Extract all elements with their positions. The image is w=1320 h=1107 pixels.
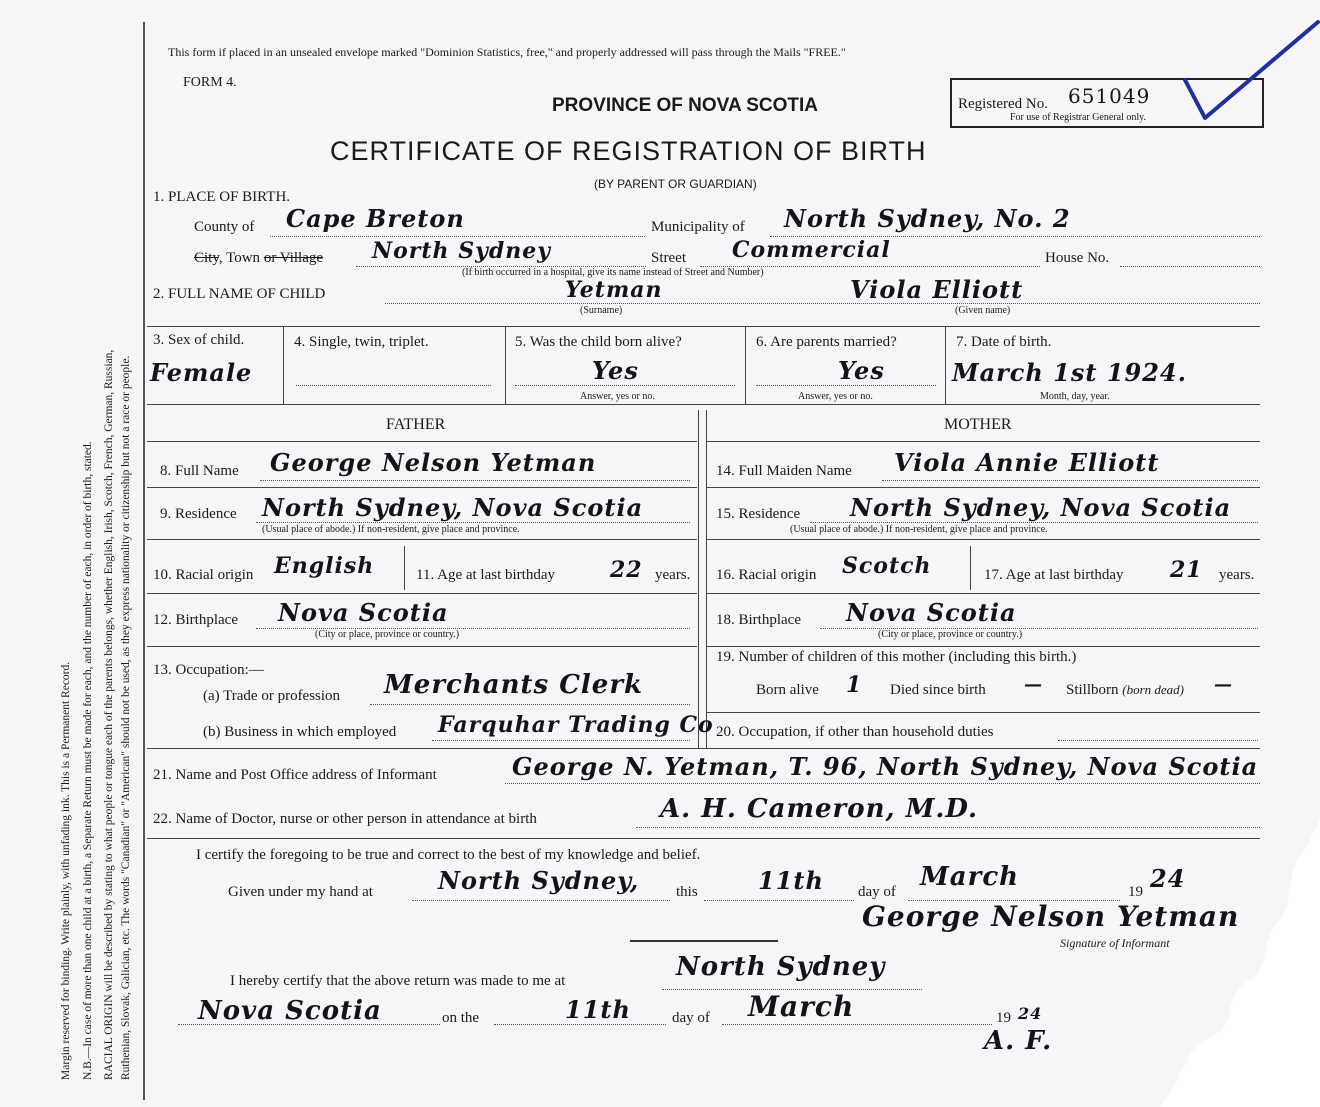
hospital-note: (If birth occurred in a hospital, give its name instead of Street and Number) [462, 267, 764, 278]
certify-day-value: 11th [758, 866, 824, 895]
province-title: PROVINCE OF NOVA SCOTIA [552, 95, 819, 116]
business-label: (b) Business in which employed [203, 724, 397, 740]
certify-year-value: 24 [1150, 864, 1186, 893]
father-residence-caption: (Usual place of abode.) If non-resident, give place and province. [262, 524, 520, 535]
mother-residence-value: North Sydney, Nova Scotia [850, 493, 1232, 522]
mother-heading: MOTHER [944, 416, 1012, 433]
city-label-struck: City [194, 250, 219, 266]
torn-corner [1120, 820, 1320, 1107]
registrar-year-prefix: 19 [996, 1010, 1011, 1026]
village-label-struck: or Village [263, 250, 324, 266]
registrar-initials: A. F. [984, 1026, 1053, 1056]
municipality-label: Municipality of [651, 219, 745, 235]
given-under-label: Given under my hand at [228, 884, 373, 900]
side-note-2: N.B.—In case of more than one child at a birth, a Separate Return must be made for each, and the number of each, in order of birth, stated. [82, 441, 94, 1080]
certificate-subtitle: (BY PARENT OR GUARDIAN) [594, 177, 757, 191]
father-age-value: 22 [610, 557, 643, 583]
mother-age-years: years. [1219, 567, 1255, 583]
mother-name-value: Viola Annie Elliott [894, 448, 1160, 477]
postal-note: This form if placed in an unsealed envelope marked "Dominion Statistics, free," and properly addressed will pass through the Mails "FREE." [168, 45, 846, 59]
given-place-value: North Sydney, [438, 866, 640, 895]
mother-racial-label: 16. Racial origin [716, 567, 817, 583]
stillborn-text: Stillborn [1066, 682, 1119, 698]
born-alive-caption: Answer, yes or no. [580, 391, 655, 402]
house-no-label: House No. [1045, 250, 1110, 266]
registrar-month-value: March [748, 990, 855, 1023]
mother-birthplace-label: 18. Birthplace [716, 612, 801, 628]
municipality-value: North Sydney, No. 2 [784, 204, 1071, 233]
child-surname: Yetman [565, 277, 663, 303]
born-alive-label: 5. Was the child born alive? [515, 334, 682, 350]
surname-caption: (Surname) [580, 305, 623, 316]
children-count-label: 19. Number of children of this mother (including this birth.) [716, 649, 1077, 665]
registrar-place-1: North Sydney [676, 952, 886, 982]
stillborn-label [1066, 682, 1184, 699]
city-label [194, 250, 323, 267]
side-note-1: Margin reserved for binding. Write plainly, with unfading ink. This is a Permanent Record. [60, 661, 72, 1080]
mother-birthplace-value: Nova Scotia [846, 598, 1017, 627]
registrar-note: For use of Registrar General only. [1010, 112, 1146, 123]
registrar-day-label: day of [672, 1010, 710, 1026]
place-of-birth-label: 1. PLACE OF BIRTH. [153, 189, 291, 205]
trade-value: Merchants Clerk [384, 670, 644, 700]
mother-birthplace-caption: (City or place, province or country.) [878, 629, 1023, 640]
doctor-label: 22. Name of Doctor, nurse or other person in attendance at birth [153, 811, 537, 827]
stillborn-value: — [1214, 674, 1233, 695]
mother-racial-value: Scotch [842, 553, 932, 579]
parents-married-value: Yes [838, 356, 885, 385]
father-name-value: George Nelson Yetman [270, 448, 597, 477]
registrar-day-value: 11th [565, 995, 631, 1024]
town-value: North Sydney [372, 238, 552, 264]
doctor-value: A. H. Cameron, M.D. [660, 794, 979, 824]
mother-occupation-label: 20. Occupation, if other than household duties [716, 724, 994, 740]
sex-value: Female [150, 358, 253, 387]
given-name-caption: (Given name) [955, 305, 1011, 316]
father-age-label: 11. Age at last birthday [416, 567, 555, 583]
mother-residence-label: 15. Residence [716, 506, 801, 522]
mother-age-value: 21 [1170, 557, 1203, 583]
father-birthplace-label: 12. Birthplace [153, 612, 238, 628]
certify-year-prefix: 19 [1128, 884, 1143, 900]
form-number: FORM 4. [183, 75, 237, 90]
sex-label: 3. Sex of child. [153, 332, 245, 348]
dob-caption: Month, day, year. [1040, 391, 1110, 402]
county-value: Cape Breton [286, 204, 465, 233]
mother-residence-caption: (Usual place of abode.) If non-resident, give place and province. [790, 524, 1048, 535]
business-value: Farquhar Trading Co [438, 712, 714, 738]
certify-statement: I certify the foregoing to be true and correct to the best of my knowledge and belief. [196, 847, 701, 863]
father-residence-label: 9. Residence [160, 506, 237, 522]
informant-value: George N. Yetman, T. 96, North Sydney, Nova Scotia [512, 752, 1259, 781]
county-label: County of [194, 219, 255, 235]
margin-line [143, 22, 145, 1100]
child-name-label: 2. FULL NAME OF CHILD [153, 286, 326, 302]
father-racial-label: 10. Racial origin [153, 567, 254, 583]
born-alive-value: Yes [592, 356, 639, 385]
certify-month-value: March [920, 862, 1020, 892]
registrar-on-label: on the [442, 1010, 480, 1026]
mother-name-label: 14. Full Maiden Name [716, 463, 852, 479]
certificate-title: CERTIFICATE OF REGISTRATION OF BIRTH [330, 136, 927, 166]
father-name-label: 8. Full Name [160, 463, 239, 479]
died-since-birth-label: Died since birth [890, 682, 986, 698]
check-mark-icon [1180, 18, 1320, 128]
informant-label: 21. Name and Post Office address of Informant [153, 767, 437, 783]
parents-married-label: 6. Are parents married? [756, 334, 897, 350]
side-note-4: Ruthenian, Slovak, Galician, etc. The words "Canadian" or "American" should not be used, as they express nationality or citizenship but not a race or people. [120, 355, 132, 1080]
registrar-year-value: 24 [1018, 1004, 1043, 1023]
dob-value: March 1st 1924. [952, 358, 1187, 387]
trade-label: (a) Trade or profession [203, 688, 341, 704]
this-label: this [676, 884, 698, 900]
certify-day-label: day of [858, 884, 896, 900]
father-age-years: years. [655, 567, 691, 583]
single-twin-label: 4. Single, twin, triplet. [294, 334, 429, 350]
registered-number: 651049 [1068, 84, 1151, 108]
born-alive-count-label: Born alive [756, 682, 819, 698]
father-birthplace-caption: (City or place, province or country.) [315, 629, 460, 640]
parents-married-caption: Answer, yes or no. [798, 391, 873, 402]
registered-label: Registered No. [958, 96, 1048, 112]
died-since-birth-value: — [1024, 674, 1043, 695]
side-note-3: RACIAL ORIGIN will be described by stating to what people or tongue each of the parents belongs, whether English, Irish, Scotch, French, German, Russian, [103, 349, 115, 1080]
father-heading: FATHER [386, 416, 446, 433]
born-alive-count-value: 1 [846, 672, 863, 698]
father-birthplace-value: Nova Scotia [278, 598, 449, 627]
mother-age-label: 17. Age at last birthday [984, 567, 1124, 583]
street-label: Street [651, 250, 686, 266]
dob-label: 7. Date of birth. [956, 334, 1052, 350]
father-occupation-label: 13. Occupation:— [153, 662, 264, 678]
informant-signature: George Nelson Yetman [862, 900, 1240, 933]
street-value: Commercial [732, 237, 891, 263]
father-residence-value: North Sydney, Nova Scotia [262, 493, 644, 522]
registrar-statement: I hereby certify that the above return was made to me at [230, 973, 566, 989]
registrar-place-2: Nova Scotia [198, 996, 382, 1026]
child-given-name: Viola Elliott [850, 275, 1024, 304]
signature-label: Signature of Informant [1060, 936, 1170, 950]
town-label: , Town [218, 250, 261, 266]
stillborn-note: (born dead) [1122, 682, 1185, 697]
father-racial-value: English [274, 553, 375, 579]
